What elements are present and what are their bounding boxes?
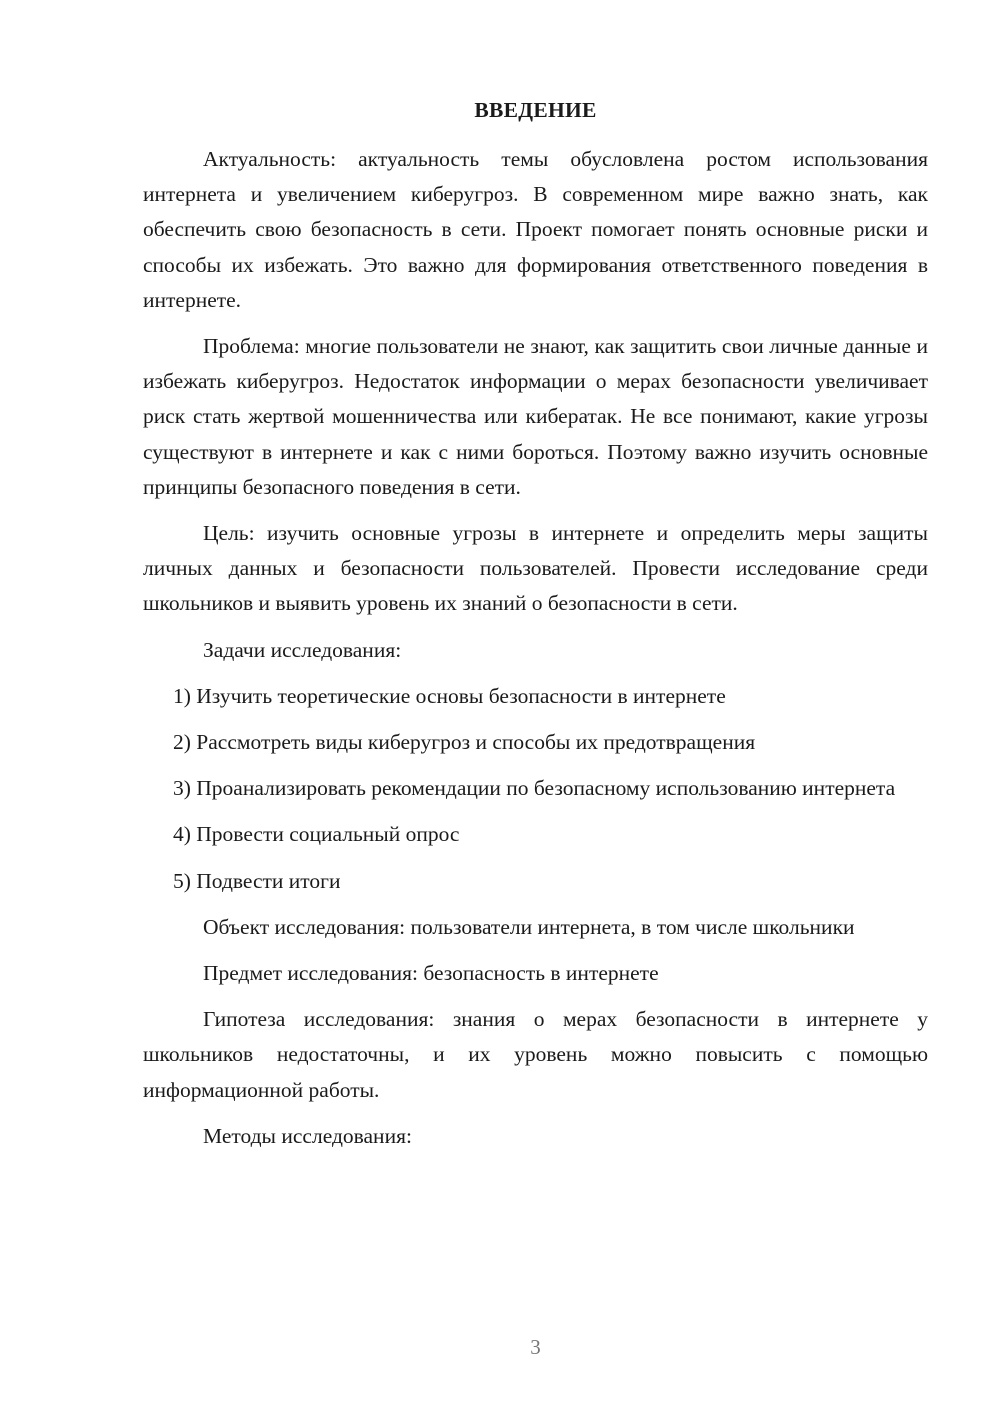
paragraph-subject: Предмет исследования: безопасность в интернете xyxy=(203,961,659,986)
paragraph-goal: Цель: изучить основные угрозы в интернете и определить меры защиты личных данных и безопасности пользователей. Провести исследование среди школьников и выявить уровень их знаний о безопасности в сети. xyxy=(143,521,928,616)
page-number: 3 xyxy=(530,1335,541,1359)
task-item-5: 5) Подвести итоги xyxy=(173,868,341,893)
document-page xyxy=(143,0,928,1414)
task-item-2: 2) Рассмотреть виды киберугроз и способы их предотвращения xyxy=(173,730,756,755)
task-item-4: 4) Провести социальный опрос xyxy=(173,822,460,847)
paragraph-relevance: Актуальность: актуальность темы обусловлена ростом использования интернета и увеличением киберугроз. В современном мире важно знать, как обеспечить свою безопасность в сети. Проект помогает понять основные риски и способы их избежать. Это важно для формирования ответственного поведения в интернете. xyxy=(143,147,928,312)
task-item-3: 3) Проанализировать рекомендации по безопасному использованию интернета xyxy=(173,776,896,801)
paragraph-methods-heading: Методы исследования: xyxy=(203,1123,412,1148)
paragraph-object: Объект исследования: пользователи интернета, в том числе школьники xyxy=(203,914,855,939)
section-title: ВВЕДЕНИЕ xyxy=(474,98,597,122)
paragraph-hypothesis: Гипотеза исследования: знания о мерах безопасности в интернете у школьников недостаточны, и их уровень можно повысить с помощью информационной работы. xyxy=(143,1007,928,1102)
paragraph-tasks-heading: Задачи исследования: xyxy=(203,637,402,662)
paragraph-problem: Проблема: многие пользователи не знают, как защитить свои личные данные и избежать киберугроз. Недостаток информации о мерах безопасности увеличивает риск стать жертвой мошенничества или кибератак. Не все понимают, какие угрозы существуют в интернете и как с ними бороться. Поэтому важно изучить основные принципы безопасного поведения в сети. xyxy=(143,334,928,499)
task-item-1: 1) Изучить теоретические основы безопасности в интернете xyxy=(173,683,726,708)
section-body xyxy=(143,142,928,1154)
